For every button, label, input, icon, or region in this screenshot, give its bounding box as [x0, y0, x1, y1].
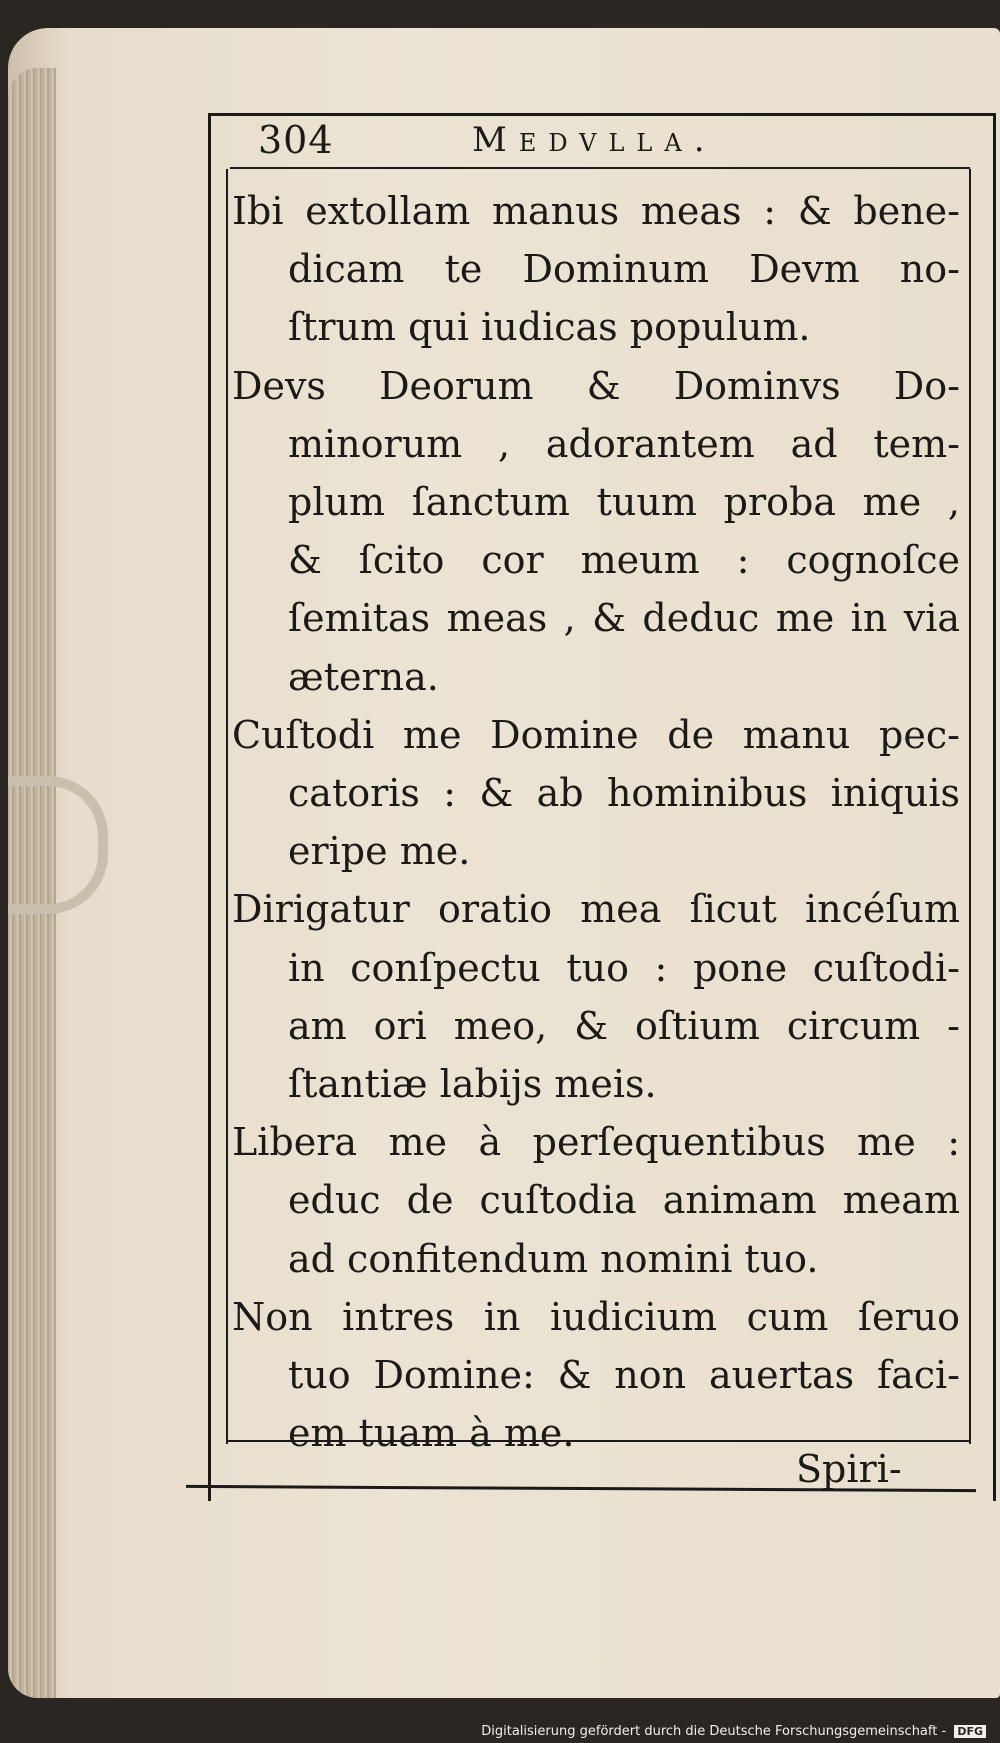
text-line: æterna. [288, 654, 439, 699]
text-line: am ori meo, & oſtium circum - [288, 1003, 960, 1048]
text-line: dicam te Dominum Devm no- [288, 247, 960, 292]
digitization-credit [481, 1724, 986, 1739]
text-line: minorum , adorantem ad tem- [288, 421, 960, 466]
text-line: plum ſanctum tuum proba me , [288, 480, 960, 525]
book-clasp [8, 776, 108, 914]
inner-right-rule [969, 169, 971, 1444]
text-line: Cuſtodi me Domine de manu pec- [232, 712, 960, 757]
inner-left-rule [226, 169, 228, 1444]
dfg-logo: DFG [954, 1725, 986, 1738]
text-line: tuo Domine: & non auertas faci- [288, 1353, 960, 1398]
text-line: in conſpectu tuo : pone cuſtodi- [288, 945, 960, 990]
catchword: Spiri- [796, 1447, 902, 1491]
text-line: Ibi extollam manus meas : & bene- [232, 189, 960, 233]
text-line: ad confitendum nomini tuo. [288, 1236, 819, 1281]
text-line: Dirigatur oratio mea ſicut incéſum [232, 887, 960, 932]
text-line: ſemitas meas , & deduc me in via [288, 596, 960, 641]
paragraph [232, 182, 960, 357]
paragraph [232, 880, 960, 1113]
credit-text: Digitalisierung gefördert durch die Deutsche Forschungsgemeinschaft - [481, 1724, 947, 1739]
paragraph [232, 1113, 960, 1288]
page-number: 304 [258, 118, 334, 162]
text-line: Non intres in iudicium cum ſeruo [232, 1294, 960, 1339]
header-rule [230, 167, 970, 169]
text-line: ſtantiæ labijs meis. [288, 1062, 657, 1107]
text-line: Libera me à perſequentibus me : [232, 1120, 960, 1165]
paragraph [232, 357, 960, 706]
text-line: & ſcito cor meum : cognoſce [288, 538, 960, 583]
text-line: educ de cuſtodia animam meam [288, 1178, 960, 1223]
text-line: Devs Deorum & Dominvs Do- [232, 363, 960, 408]
text-line: catoris : & ab hominibus iniquis [288, 771, 960, 816]
text-line: em tuam à me. [288, 1411, 575, 1456]
running-header [258, 118, 958, 166]
running-title: Medvlla. [472, 120, 717, 160]
text-line: ſtrum qui iudicas populum. [288, 305, 811, 350]
paragraph [232, 706, 960, 881]
body-text [232, 182, 960, 1462]
paragraph [232, 1288, 960, 1463]
text-line: eripe me. [288, 829, 471, 874]
